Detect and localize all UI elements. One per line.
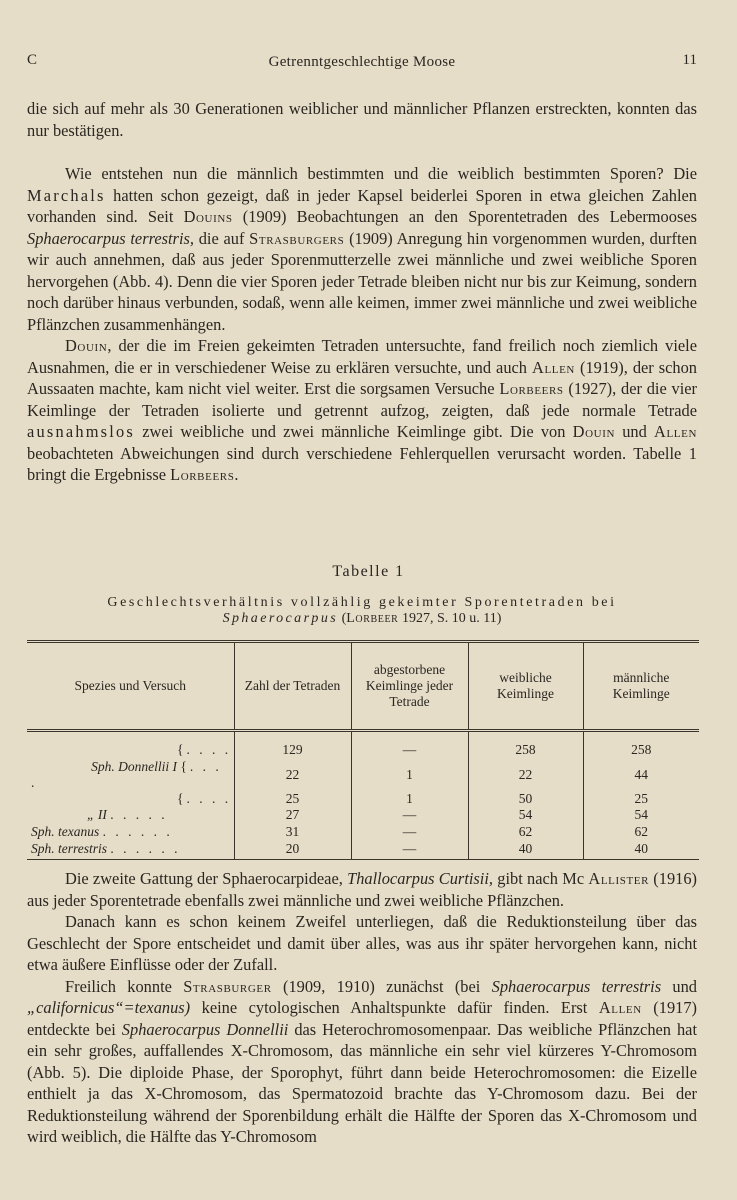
paragraph-1-text: die sich auf mehr als 30 Generationen weiblicher und männlicher Pflanzen erstreckten, konnten das nur bestätigen. bbox=[27, 99, 697, 140]
table-row bbox=[27, 791, 699, 808]
p2-name-marchals: Marchals bbox=[27, 185, 106, 205]
cell: 22 bbox=[234, 759, 351, 791]
p6-text-b: (1909, 1910) zunächst (bei bbox=[271, 976, 492, 996]
cell: 25 bbox=[234, 791, 351, 808]
p3-text-b: (1919), der schon Aussaaten machte, kam nicht viel weiter. Erst die sorgsamen Versuche bbox=[27, 357, 697, 398]
row-label bbox=[27, 742, 234, 759]
cell: 31 bbox=[234, 824, 351, 841]
p6-text-f: das Heterochromosomenpaar. Das weibliche Pflänzchen hat ein sehr großes, auffallendes X-Chromosom, das männliche ein sehr viel kürzeres Y-Chromosom (Abb. 5). Die diploide Phase, der Sporophyt, führt dann beide Heterochromosomen: die Eizelle enthielt ja das X-Chromosom, das Spermatozoid brachte das Y-Chromosom dazu. Bei der Reduktionsteilung während der Sporenbildung erhält die Hälfte der Sporen das X-Chromosom und wird weiblich, die Hälfte das Y-Chromosom bbox=[27, 1019, 697, 1146]
paragraph-6 bbox=[27, 976, 697, 1148]
row-dots: . . . . . bbox=[110, 807, 168, 823]
p6-text-d: keine cytologischen Anhaltspunkte dafür finden. Erst bbox=[190, 998, 599, 1017]
cell: 258 bbox=[468, 742, 583, 759]
header-left-mark: C bbox=[27, 52, 38, 68]
p6-species-2: Sphaerocarpus Donnellii bbox=[121, 1019, 289, 1039]
cell: 1 bbox=[351, 791, 468, 808]
cell: 62 bbox=[583, 824, 699, 841]
p6-name-allen: Allen bbox=[598, 998, 642, 1017]
p3-text-a: , der die im Freien gekeimten Tetraden untersuchte, fand freilich noch ziemlich viele Ausnahmen, die er in verschiedener Weise zu erklären versuchte, und auch bbox=[27, 336, 697, 377]
row-label bbox=[27, 840, 234, 859]
cell: — bbox=[351, 742, 468, 759]
p3-name-allen-2: Allen bbox=[654, 422, 697, 441]
p6-text-e: (1917) entdeckte bei bbox=[27, 998, 697, 1039]
p6-species-californicus: „californicus“=texanus) bbox=[27, 998, 191, 1017]
cell: 22 bbox=[468, 759, 583, 791]
cell: 50 bbox=[468, 791, 583, 808]
p3-text-d: zwei weibliche und zwei männliche Keimlinge gibt. Die von bbox=[134, 422, 573, 441]
row-dots: {. . . . bbox=[31, 758, 222, 790]
table-caption-line-2: Sphaerocarpus (Lorbeer 1927, S. 10 u. 11) bbox=[222, 611, 502, 626]
p3-name-allen: Allen bbox=[532, 357, 575, 377]
table-header-row bbox=[27, 642, 699, 731]
p3-spaced-ausnahmslos: ausnahmslos bbox=[27, 422, 135, 441]
cell: — bbox=[351, 807, 468, 824]
p3-name-douin-2: Douin bbox=[572, 422, 616, 441]
table-row bbox=[27, 807, 699, 824]
cell: 27 bbox=[234, 807, 351, 824]
p2-text-d: die auf bbox=[193, 228, 250, 248]
cell: 44 bbox=[583, 759, 699, 791]
table-caption-line-1: Geschlechtsverhältnis vollzählig gekeimter Sporentetraden bei bbox=[107, 595, 617, 610]
p4-name-allister: Allister bbox=[588, 869, 650, 888]
cell: 54 bbox=[468, 807, 583, 824]
p2-text-a: Wie entstehen nun die männlich bestimmten und die weiblich bestimmten Sporen? Die bbox=[65, 164, 697, 183]
p3-text-c: (1927), der die vier Keimlinge der Tetraden isolierte und getrennt aufzog, zeigten, daß jede normale Tetrade bbox=[27, 379, 698, 420]
paragraph-1 bbox=[27, 98, 697, 141]
table-title: Tabelle 1 bbox=[332, 563, 405, 580]
running-header bbox=[27, 52, 697, 74]
p2-name-strasburgers: Strasburgers bbox=[249, 228, 345, 248]
cell: 129 bbox=[234, 742, 351, 759]
p3-name-lorbeers-2: Lorbeers bbox=[170, 465, 235, 484]
table-caption-author: Lorbeer bbox=[346, 611, 399, 626]
column-header: Spezies und Versuch bbox=[74, 678, 186, 693]
cell: 40 bbox=[468, 840, 583, 859]
row-label-text: „ II bbox=[87, 807, 107, 823]
paragraph-3 bbox=[27, 335, 697, 486]
row-dots: {. . . . bbox=[177, 790, 232, 806]
p3-text-e: und bbox=[615, 422, 655, 441]
paragraph-4 bbox=[27, 868, 697, 911]
cell: — bbox=[351, 840, 468, 859]
row-label bbox=[27, 807, 234, 824]
p4-text-c: (1916) aus jeder Sporentetrade ebenfalls zwei männliche und zwei weibliche Pflänzchen. bbox=[27, 869, 697, 910]
data-table bbox=[27, 640, 699, 860]
cell: 62 bbox=[468, 824, 583, 841]
p6-text-a: Freilich konnte bbox=[65, 976, 184, 996]
cell: 25 bbox=[583, 791, 699, 808]
paragraph-5: Danach kann es schon keinem Zweifel unterliegen, daß die Reduktionsteilung über das Geschlecht der Spore entscheidet und damit über alles, was aus ihr später hervorgehen kann, nicht etwa äußere Einflüsse oder der Zufall. bbox=[27, 912, 697, 974]
table-row bbox=[27, 824, 699, 841]
p2-text-b: hatten schon gezeigt, daß in jeder Kapsel beiderlei Sporen in etwa gleichen Zahlen vorhanden sind. Seit bbox=[27, 185, 697, 226]
header-title: Getrenntgeschlechtige Moose bbox=[268, 54, 456, 70]
p3-name-douin: Douin bbox=[65, 336, 108, 355]
table-row bbox=[27, 840, 699, 859]
p2-name-douins: Douins bbox=[183, 207, 233, 226]
p6-text-c: und bbox=[661, 976, 697, 996]
row-label bbox=[27, 759, 234, 791]
table-row bbox=[27, 742, 699, 759]
row-label bbox=[27, 791, 234, 808]
cell: 54 bbox=[583, 807, 699, 824]
paragraph-2 bbox=[27, 163, 697, 335]
p6-species-1: Sphaerocarpus terrestris bbox=[491, 976, 662, 996]
p4-species: Thallocarpus Curtisii, bbox=[347, 869, 494, 888]
column-header: männliche Keimlinge bbox=[583, 642, 699, 731]
row-label-text: Sph. terrestris bbox=[31, 840, 108, 856]
row-dots: . . . . . . bbox=[102, 824, 173, 840]
row-dots: {. . . . bbox=[177, 742, 232, 758]
table-caption-ref: 1927, S. 10 u. 11) bbox=[398, 611, 502, 626]
paragraphs-4-6 bbox=[27, 868, 697, 1148]
row-label-text: Sph. Donnellii I bbox=[91, 758, 177, 774]
row-label-text: Sph. texanus bbox=[31, 824, 100, 840]
p3-name-lorbeers: Lorbeers bbox=[499, 379, 564, 398]
p3-text-g: . bbox=[234, 465, 239, 484]
cell: 1 bbox=[351, 759, 468, 791]
row-label bbox=[27, 824, 234, 841]
cell: — bbox=[351, 824, 468, 841]
p4-text-a: Die zweite Gattung der Sphaerocarpideae, bbox=[65, 869, 348, 888]
p2-text-e: (1909) Anregung hin vorgenommen wurden, durften wir auch annehmen, daß aus jeder Sporenmutterzelle zwei männliche und zwei weibliche Sporen hervorgehen (Abb. 4). Denn die vier Sporen jeder Tetrade bleiben nicht nur bis zur Keimung, sondern noch darüber hinaus verbunden, sodaß, wenn alle keimen, immer zwei männliche und zwei weibliche Pflänzchen zusammenhängen. bbox=[27, 228, 697, 334]
paragraphs-2-3 bbox=[27, 163, 697, 486]
table-row bbox=[27, 759, 699, 791]
p6-name-strasburger: Strasburger bbox=[183, 976, 272, 996]
p4-text-b: gibt nach Mc bbox=[493, 869, 589, 888]
cell: 258 bbox=[583, 742, 699, 759]
table-spacer-row bbox=[27, 731, 699, 743]
column-header: weibliche Keimlinge bbox=[468, 642, 583, 731]
table-caption-species: Sphaerocarpus bbox=[222, 611, 339, 626]
p2-species: Sphaerocarpus terrestris, bbox=[27, 228, 194, 248]
cell: 40 bbox=[583, 840, 699, 859]
p3-text-f: beobachteten Abweichungen sind durch verschiedene Fehlerquellen verursacht worden. Tabelle 1 bringt die Ergebnisse bbox=[27, 443, 697, 484]
page-number: 11 bbox=[682, 52, 697, 68]
column-header: abgestorbene Keimlinge jeder Tetrade bbox=[351, 642, 468, 731]
cell: 20 bbox=[234, 840, 351, 859]
row-dots: . . . . . . bbox=[110, 840, 181, 856]
table-caption bbox=[27, 595, 697, 627]
p2-text-c: (1909) Beobachtungen an den Sporentetraden des Lebermooses bbox=[232, 207, 697, 226]
column-header: Zahl der Tetraden bbox=[234, 642, 351, 731]
